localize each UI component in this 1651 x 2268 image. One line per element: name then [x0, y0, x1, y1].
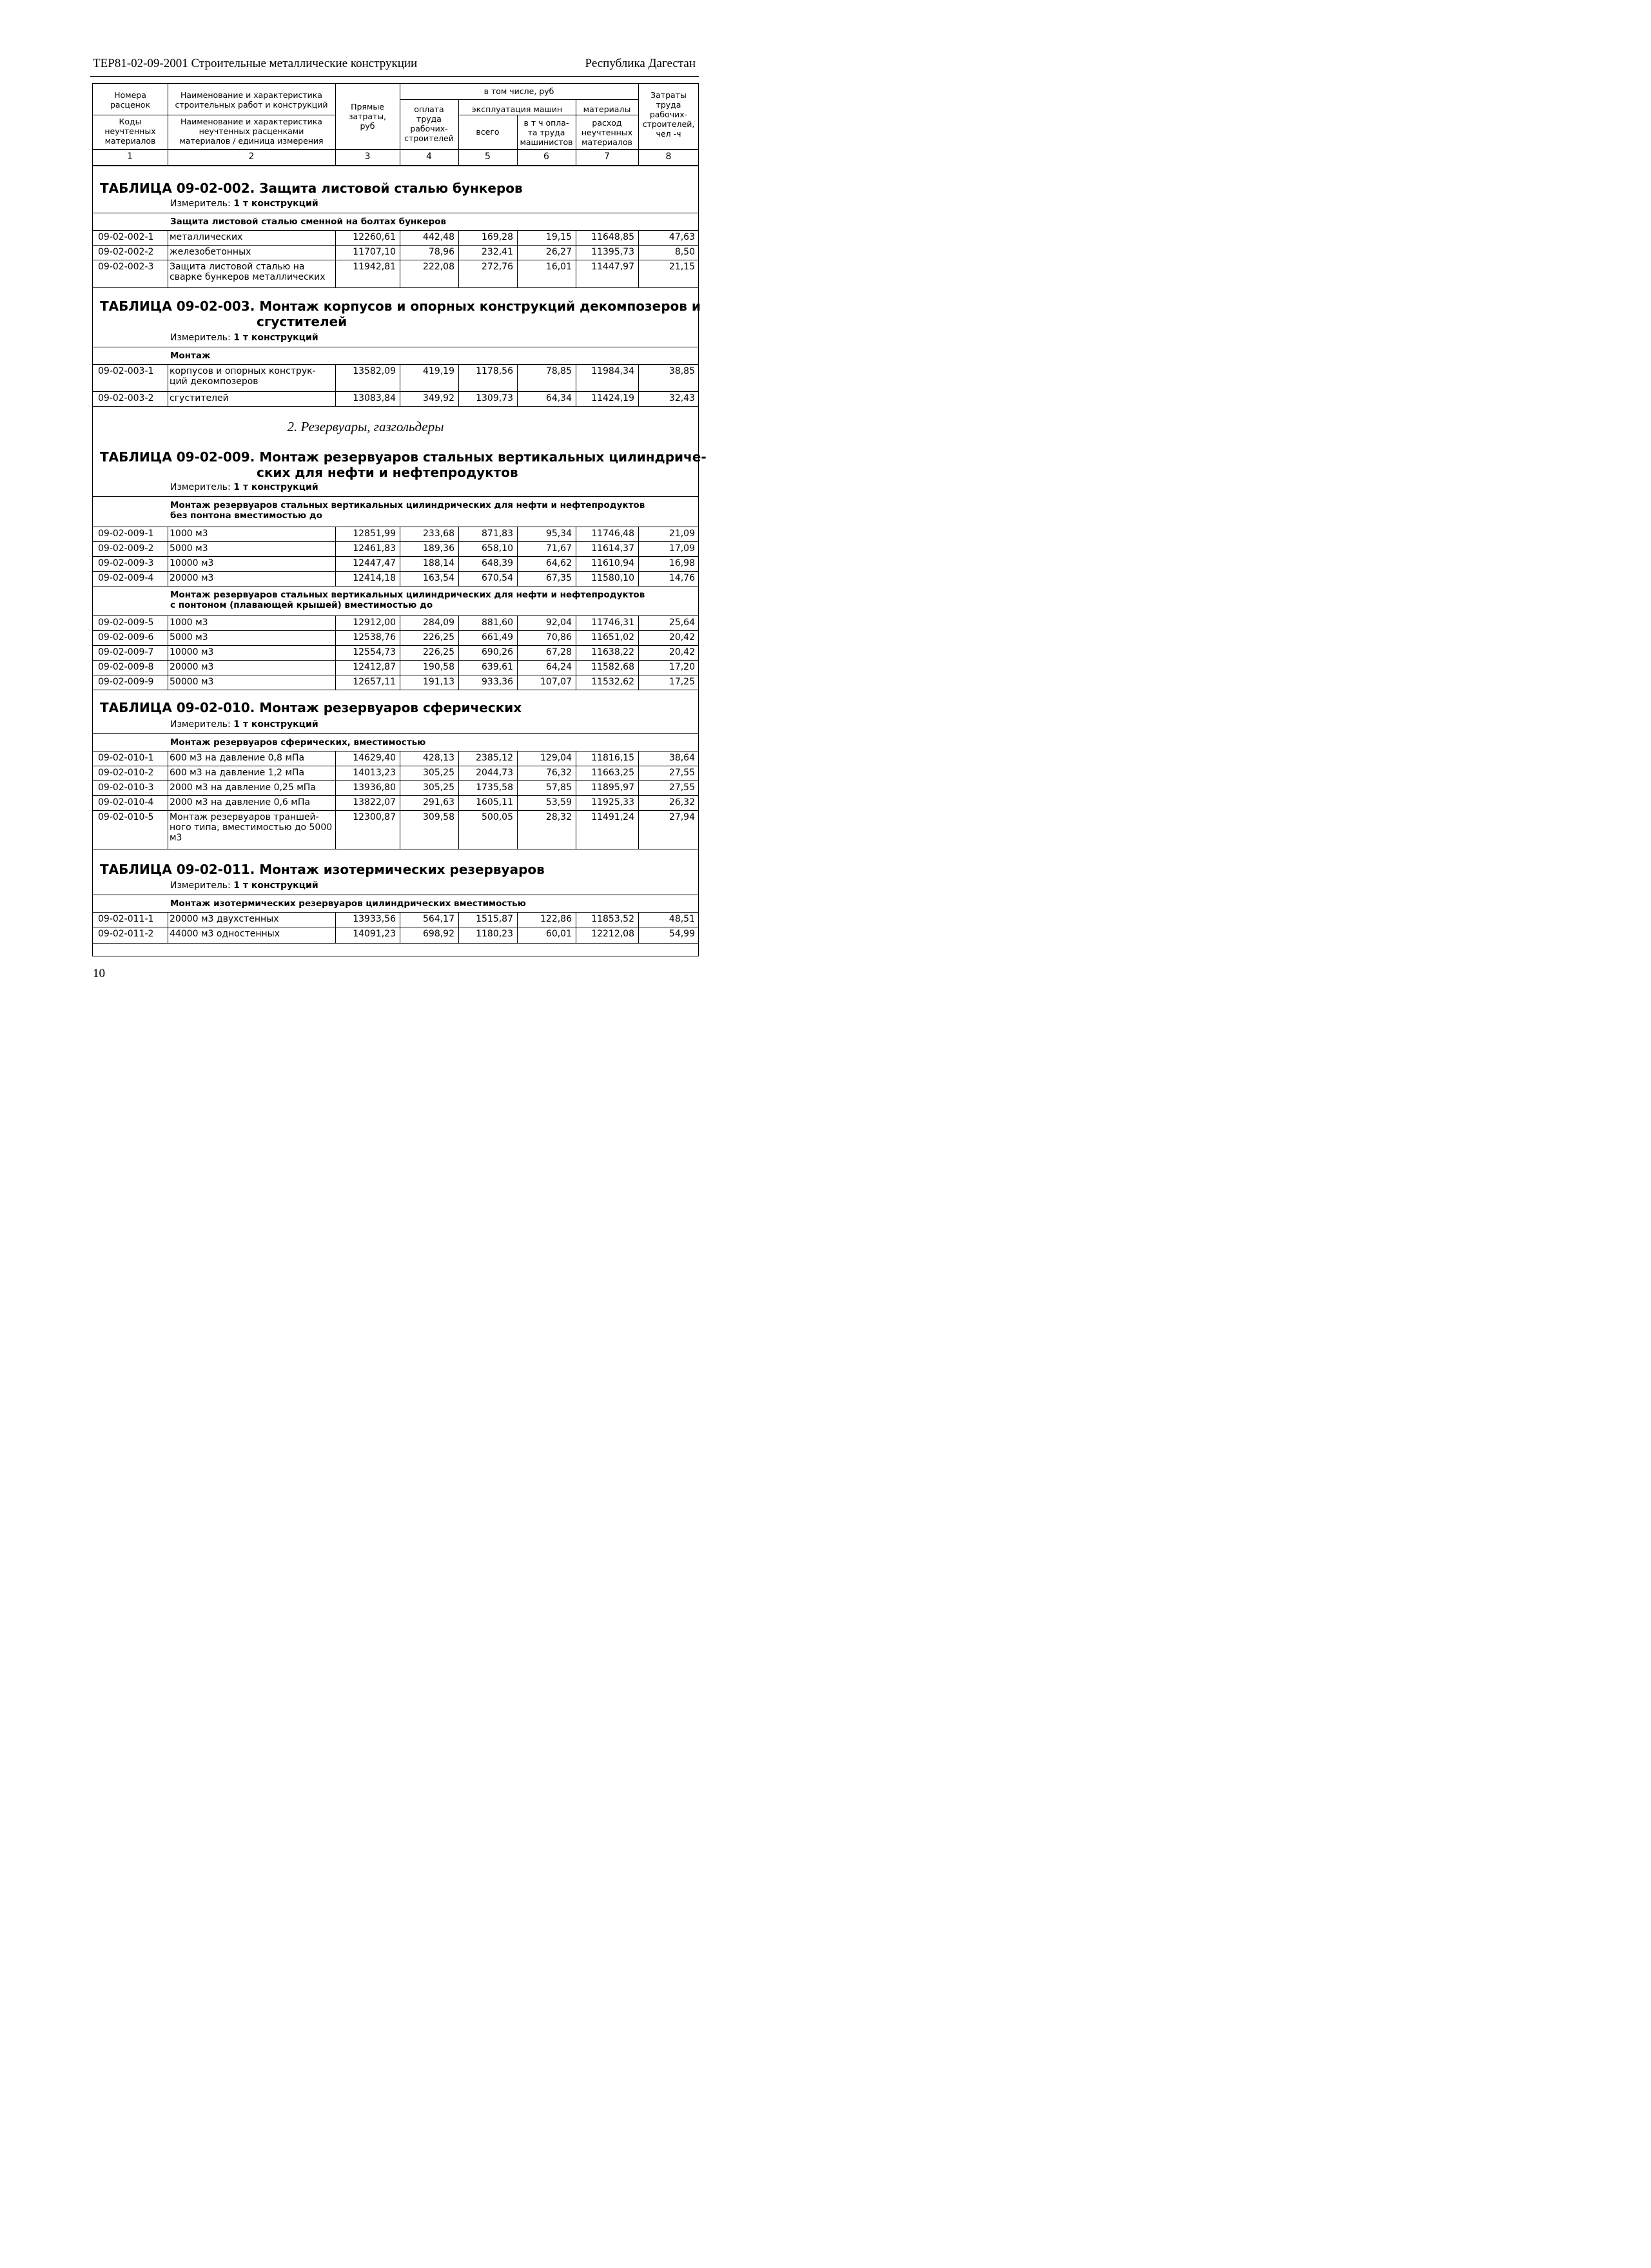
- header-col1-bottom: Коды неучтенных материалов: [104, 117, 156, 146]
- work-name-cell: 20000 м3 двухстенных: [170, 914, 279, 924]
- labor-hours-cell: 47,63: [669, 232, 695, 242]
- table-title-continuation: сгустителей: [257, 314, 347, 329]
- materials-cell: 11925,33: [591, 797, 634, 808]
- labor-hours-cell: 26,32: [669, 797, 695, 808]
- machines-total-cell: 272,76: [482, 262, 513, 272]
- materials-cell: 11582,68: [591, 662, 634, 672]
- materials-cell: 11895,97: [591, 782, 634, 793]
- direct-costs-cell: 12851,99: [353, 528, 396, 539]
- machinist-labor-cell: 19,15: [545, 232, 572, 242]
- rate-code-cell: 09-02-011-2: [98, 929, 154, 939]
- machines-total-cell: 169,28: [482, 232, 513, 242]
- labor-hours-cell: 25,64: [669, 617, 695, 628]
- rate-code-cell: 09-02-009-9: [98, 677, 154, 687]
- direct-costs-cell: 13933,56: [353, 914, 396, 924]
- measure-value: 1 т конструкций: [233, 482, 318, 492]
- machinist-labor-cell: 67,35: [545, 573, 572, 583]
- labor-cost-cell: 222,08: [423, 262, 454, 272]
- labor-cost-cell: 191,13: [423, 677, 454, 687]
- rate-code-cell: 09-02-003-1: [98, 366, 154, 376]
- labor-cost-cell: 226,25: [423, 632, 454, 643]
- page-header-left: ТЕР81-02-09-2001 Строительные металлические конструкции: [93, 57, 418, 70]
- rate-code-cell: 09-02-009-8: [98, 662, 154, 672]
- rate-code-cell: 09-02-010-3: [98, 782, 154, 793]
- direct-costs-cell: 12554,73: [353, 647, 396, 657]
- labor-hours-cell: 14,76: [669, 573, 695, 583]
- machinist-labor-cell: 64,62: [545, 558, 572, 568]
- labor-cost-cell: 305,25: [423, 782, 454, 793]
- direct-costs-cell: 12657,11: [353, 677, 396, 687]
- direct-costs-cell: 11707,10: [353, 247, 396, 257]
- machines-total-cell: 1735,58: [476, 782, 513, 793]
- labor-hours-cell: 54,99: [669, 929, 695, 939]
- labor-hours-cell: 17,09: [669, 543, 695, 554]
- machines-total-cell: 1180,23: [476, 929, 513, 939]
- measure-label: Измеритель:: [170, 199, 234, 209]
- table-row-rule: [92, 230, 699, 231]
- labor-cost-cell: 305,25: [423, 768, 454, 778]
- machinist-labor-cell: 60,01: [545, 929, 572, 939]
- rate-code-cell: 09-02-010-5: [98, 812, 154, 822]
- table-row-rule: [92, 245, 699, 246]
- rate-code-cell: 09-02-002-1: [98, 232, 154, 242]
- measure-label: Измеритель:: [170, 719, 234, 730]
- group-title: Монтаж резервуаров стальных вертикальных цилиндрических для нефти и нефтепродуктов без понтона вместимостью до: [170, 500, 645, 521]
- work-name-cell: 20000 м3: [170, 662, 214, 672]
- table-row-rule: [92, 541, 699, 542]
- table-row-rule: [92, 795, 699, 796]
- work-name-cell: Защита листовой сталью на сварке бункеров металлических: [170, 262, 326, 282]
- rate-code-cell: 09-02-002-2: [98, 247, 154, 257]
- table-row-rule: [92, 571, 699, 572]
- direct-costs-cell: 12461,83: [353, 543, 396, 554]
- direct-costs-cell: 13083,84: [353, 393, 396, 403]
- machines-total-cell: 881,60: [482, 617, 513, 628]
- labor-hours-cell: 8,50: [674, 247, 695, 257]
- materials-cell: 11853,52: [591, 914, 634, 924]
- materials-cell: 11651,02: [591, 632, 634, 643]
- work-name-cell: корпусов и опорных конструк- ций декомпозеров: [170, 366, 316, 387]
- group-title: Монтаж резервуаров сферических, вместимостью: [170, 737, 426, 748]
- work-name-cell: железобетонных: [170, 247, 251, 257]
- machinist-labor-cell: 67,28: [545, 647, 572, 657]
- labor-hours-cell: 38,64: [669, 753, 695, 763]
- labor-cost-cell: 442,48: [423, 232, 454, 242]
- header-incl: в том числе, руб: [484, 86, 554, 96]
- column-number: 6: [543, 151, 549, 162]
- section-heading: 2. Резервуары, газгольдеры: [287, 419, 444, 434]
- labor-hours-cell: 48,51: [669, 914, 695, 924]
- machinist-labor-cell: 71,67: [545, 543, 572, 554]
- direct-costs-cell: 13936,80: [353, 782, 396, 793]
- machinist-labor-cell: 76,32: [545, 768, 572, 778]
- header-rule: [90, 76, 699, 77]
- table-row-rule: [92, 630, 699, 631]
- machinist-labor-cell: 122,86: [540, 914, 572, 924]
- materials-cell: 11424,19: [591, 393, 634, 403]
- machinist-labor-cell: 57,85: [545, 782, 572, 793]
- materials-cell: 11395,73: [591, 247, 634, 257]
- work-name-cell: металлических: [170, 232, 243, 242]
- machinist-labor-cell: 78,85: [545, 366, 572, 376]
- rate-code-cell: 09-02-009-6: [98, 632, 154, 643]
- work-name-cell: 1000 м3: [170, 528, 208, 539]
- table-row-rule: [92, 912, 699, 913]
- group-top-rule: [92, 496, 699, 497]
- header-materials: материалы: [583, 104, 631, 114]
- work-name-cell: 5000 м3: [170, 632, 208, 643]
- machines-total-cell: 648,39: [482, 558, 513, 568]
- work-name-cell: 600 м3 на давление 0,8 мПа: [170, 753, 305, 763]
- labor-hours-cell: 27,94: [669, 812, 695, 822]
- machinist-labor-cell: 107,07: [540, 677, 572, 687]
- machines-total-cell: 639,61: [482, 662, 513, 672]
- labor-cost-cell: 163,54: [423, 573, 454, 583]
- machinist-labor-cell: 26,27: [545, 247, 572, 257]
- materials-cell: 11984,34: [591, 366, 634, 376]
- header-direct-costs: Прямые затраты, руб: [348, 102, 387, 131]
- measure-label: Измеритель:: [170, 880, 234, 891]
- header-machines-total: всего: [476, 127, 500, 137]
- table-measure: [170, 880, 318, 891]
- work-name-cell: 50000 м3: [170, 677, 214, 687]
- materials-cell: 11614,37: [591, 543, 634, 554]
- work-name-cell: 20000 м3: [170, 573, 214, 583]
- rate-code-cell: 09-02-002-3: [98, 262, 154, 272]
- machines-total-cell: 670,54: [482, 573, 513, 583]
- header-col2-top: Наименование и характеристика строительных работ и конструкций: [175, 90, 328, 110]
- table-title: ТАБЛИЦА 09-02-003. Монтаж корпусов и опорных конструкций декомпозеров и: [100, 298, 701, 314]
- rate-code-cell: 09-02-009-1: [98, 528, 154, 539]
- column-number-rule: [92, 165, 699, 166]
- page-number: 10: [93, 967, 105, 980]
- machines-total-cell: 2385,12: [476, 753, 513, 763]
- group-title: Защита листовой сталью сменной на болтах бункеров: [170, 217, 447, 227]
- group-title: Монтаж резервуаров стальных вертикальных цилиндрических для нефти и нефтепродуктов с понтоном (плавающей крышей) вместимостью до: [170, 590, 645, 610]
- table-title: ТАБЛИЦА 09-02-011. Монтаж изотермических резервуаров: [100, 862, 545, 877]
- direct-costs-cell: 12300,87: [353, 812, 396, 822]
- rate-code-cell: 09-02-009-4: [98, 573, 154, 583]
- labor-cost-cell: 78,96: [428, 247, 454, 257]
- table-row-rule: [92, 615, 699, 616]
- labor-cost-cell: 428,13: [423, 753, 454, 763]
- rate-code-cell: 09-02-009-3: [98, 558, 154, 568]
- rate-code-cell: 09-02-003-2: [98, 393, 154, 403]
- labor-hours-cell: 20,42: [669, 647, 695, 657]
- materials-cell: 11638,22: [591, 647, 634, 657]
- labor-hours-cell: 17,25: [669, 677, 695, 687]
- labor-cost-cell: 291,63: [423, 797, 454, 808]
- direct-costs-cell: 13822,07: [353, 797, 396, 808]
- labor-cost-cell: 349,92: [423, 393, 454, 403]
- machinist-labor-cell: 92,04: [545, 617, 572, 628]
- materials-cell: 11580,10: [591, 573, 634, 583]
- table-title-continuation: ских для нефти и нефтепродуктов: [257, 465, 518, 480]
- direct-costs-cell: 11942,81: [353, 262, 396, 272]
- table-title: ТАБЛИЦА 09-02-009. Монтаж резервуаров стальных вертикальных цилиндриче-: [100, 449, 707, 465]
- rate-code-cell: 09-02-010-2: [98, 768, 154, 778]
- machinist-labor-cell: 70,86: [545, 632, 572, 643]
- measure-value: 1 т конструкций: [233, 719, 318, 730]
- machines-total-cell: 232,41: [482, 247, 513, 257]
- page-header-right: Республика Дагестан: [585, 57, 696, 70]
- machinist-labor-cell: 129,04: [540, 753, 572, 763]
- machines-total-cell: 500,05: [482, 812, 513, 822]
- table-row-rule: [92, 391, 699, 392]
- materials-cell: 11447,97: [591, 262, 634, 272]
- column-number: 4: [426, 151, 432, 162]
- measure-label: Измеритель:: [170, 482, 234, 492]
- direct-costs-cell: 12447,47: [353, 558, 396, 568]
- column-number: 1: [127, 151, 133, 162]
- table-row-rule: [92, 810, 699, 811]
- machines-total-cell: 1515,87: [476, 914, 513, 924]
- direct-costs-cell: 14013,23: [353, 768, 396, 778]
- header-machines-labor: в т ч опла- та труда машинистов: [520, 118, 573, 147]
- labor-hours-cell: 17,20: [669, 662, 695, 672]
- machinist-labor-cell: 64,34: [545, 393, 572, 403]
- machines-total-cell: 1309,73: [476, 393, 513, 403]
- machinist-labor-cell: 53,59: [545, 797, 572, 808]
- rate-code-cell: 09-02-011-1: [98, 914, 154, 924]
- labor-cost-cell: 698,92: [423, 929, 454, 939]
- materials-cell: 11648,85: [591, 232, 634, 242]
- table-row-rule: [92, 943, 699, 944]
- machines-total-cell: 1178,56: [476, 366, 513, 376]
- work-name-cell: 5000 м3: [170, 543, 208, 554]
- table-row-rule: [92, 287, 699, 288]
- direct-costs-cell: 12912,00: [353, 617, 396, 628]
- work-name-cell: 2000 м3 на давление 0,6 мПа: [170, 797, 310, 808]
- header-bottom-rule: [92, 149, 699, 150]
- machines-total-cell: 661,49: [482, 632, 513, 643]
- labor-hours-cell: 20,42: [669, 632, 695, 643]
- header-labor: оплата труда рабочих- строителей: [404, 104, 454, 143]
- work-name-cell: 1000 м3: [170, 617, 208, 628]
- column-number: 7: [604, 151, 610, 162]
- labor-hours-cell: 38,85: [669, 366, 695, 376]
- measure-value: 1 т конструкций: [233, 333, 318, 343]
- labor-cost-cell: 188,14: [423, 558, 454, 568]
- labor-hours-cell: 32,43: [669, 393, 695, 403]
- machinist-labor-cell: 16,01: [545, 262, 572, 272]
- direct-costs-cell: 13582,09: [353, 366, 396, 376]
- table-row-rule: [92, 780, 699, 781]
- header-labor-hours: Затраты труда рабочих- строителей, чел -ч: [642, 90, 695, 139]
- rate-code-cell: 09-02-010-4: [98, 797, 154, 808]
- header-col1-top: Номера расценок: [110, 90, 151, 110]
- work-name-cell: 10000 м3: [170, 647, 214, 657]
- work-name-cell: 2000 м3 на давление 0,25 мПа: [170, 782, 316, 793]
- rate-code-cell: 09-02-009-7: [98, 647, 154, 657]
- table-measure: [170, 719, 318, 730]
- header-col2-bottom: Наименование и характеристика неучтенных расценками материалов / единица измерения: [179, 117, 324, 146]
- machines-total-cell: 690,26: [482, 647, 513, 657]
- header-machines: эксплуатация машин: [471, 104, 563, 114]
- table-title: ТАБЛИЦА 09-02-010. Монтаж резервуаров сферических: [100, 700, 522, 715]
- machines-total-cell: 658,10: [482, 543, 513, 554]
- labor-hours-cell: 27,55: [669, 768, 695, 778]
- labor-cost-cell: 226,25: [423, 647, 454, 657]
- rate-code-cell: 09-02-010-1: [98, 753, 154, 763]
- labor-cost-cell: 233,68: [423, 528, 454, 539]
- header-divider: [400, 99, 638, 100]
- labor-cost-cell: 419,19: [423, 366, 454, 376]
- materials-cell: 11610,94: [591, 558, 634, 568]
- machinist-labor-cell: 95,34: [545, 528, 572, 539]
- rate-code-cell: 09-02-009-5: [98, 617, 154, 628]
- table-measure: [170, 333, 318, 343]
- header-materials-unaccounted: расход неучтенных материалов: [581, 118, 633, 147]
- machinist-labor-cell: 64,24: [545, 662, 572, 672]
- materials-cell: 11663,25: [591, 768, 634, 778]
- group-title: Монтаж изотермических резервуаров цилиндрических вместимостью: [170, 898, 526, 909]
- materials-cell: 11491,24: [591, 812, 634, 822]
- machines-total-cell: 2044,73: [476, 768, 513, 778]
- table-row-rule: [92, 406, 699, 407]
- column-number: 8: [665, 151, 672, 162]
- labor-cost-cell: 190,58: [423, 662, 454, 672]
- table-measure: [170, 482, 318, 492]
- machinist-labor-cell: 28,32: [545, 812, 572, 822]
- labor-hours-cell: 16,98: [669, 558, 695, 568]
- work-name-cell: 600 м3 на давление 1,2 мПа: [170, 768, 305, 778]
- materials-cell: 11816,15: [591, 753, 634, 763]
- machines-total-cell: 933,36: [482, 677, 513, 687]
- machines-total-cell: 1605,11: [476, 797, 513, 808]
- labor-hours-cell: 21,15: [669, 262, 695, 272]
- column-number: 3: [364, 151, 371, 162]
- direct-costs-cell: 12538,76: [353, 632, 396, 643]
- materials-cell: 11746,48: [591, 528, 634, 539]
- direct-costs-cell: 14629,40: [353, 753, 396, 763]
- labor-cost-cell: 564,17: [423, 914, 454, 924]
- labor-cost-cell: 284,09: [423, 617, 454, 628]
- labor-hours-cell: 27,55: [669, 782, 695, 793]
- machines-total-cell: 871,83: [482, 528, 513, 539]
- table-row-rule: [92, 364, 699, 365]
- group-top-rule: [92, 733, 699, 734]
- column-number: 2: [248, 151, 255, 162]
- work-name-cell: Монтаж резервуаров траншей- ного типа, вместимостью до 5000 м3: [170, 812, 333, 843]
- work-name-cell: 44000 м3 одностенных: [170, 929, 280, 939]
- measure-value: 1 т конструкций: [233, 880, 318, 891]
- labor-cost-cell: 189,36: [423, 543, 454, 554]
- direct-costs-cell: 12412,87: [353, 662, 396, 672]
- measure-value: 1 т конструкций: [233, 199, 318, 209]
- table-measure: [170, 199, 318, 209]
- materials-cell: 12212,08: [591, 929, 634, 939]
- labor-cost-cell: 309,58: [423, 812, 454, 822]
- table-title: ТАБЛИЦА 09-02-002. Защита листовой сталью бункеров: [100, 180, 523, 196]
- column-number: 5: [485, 151, 491, 162]
- direct-costs-cell: 12414,18: [353, 573, 396, 583]
- measure-label: Измеритель:: [170, 333, 234, 343]
- direct-costs-cell: 12260,61: [353, 232, 396, 242]
- table-row-rule: [92, 645, 699, 646]
- materials-cell: 11532,62: [591, 677, 634, 687]
- table-row-rule: [92, 660, 699, 661]
- work-name-cell: 10000 м3: [170, 558, 214, 568]
- labor-hours-cell: 21,09: [669, 528, 695, 539]
- rate-code-cell: 09-02-009-2: [98, 543, 154, 554]
- materials-cell: 11746,31: [591, 617, 634, 628]
- table-row-rule: [92, 556, 699, 557]
- group-title: Монтаж: [170, 351, 211, 361]
- work-name-cell: сгустителей: [170, 393, 229, 403]
- direct-costs-cell: 14091,23: [353, 929, 396, 939]
